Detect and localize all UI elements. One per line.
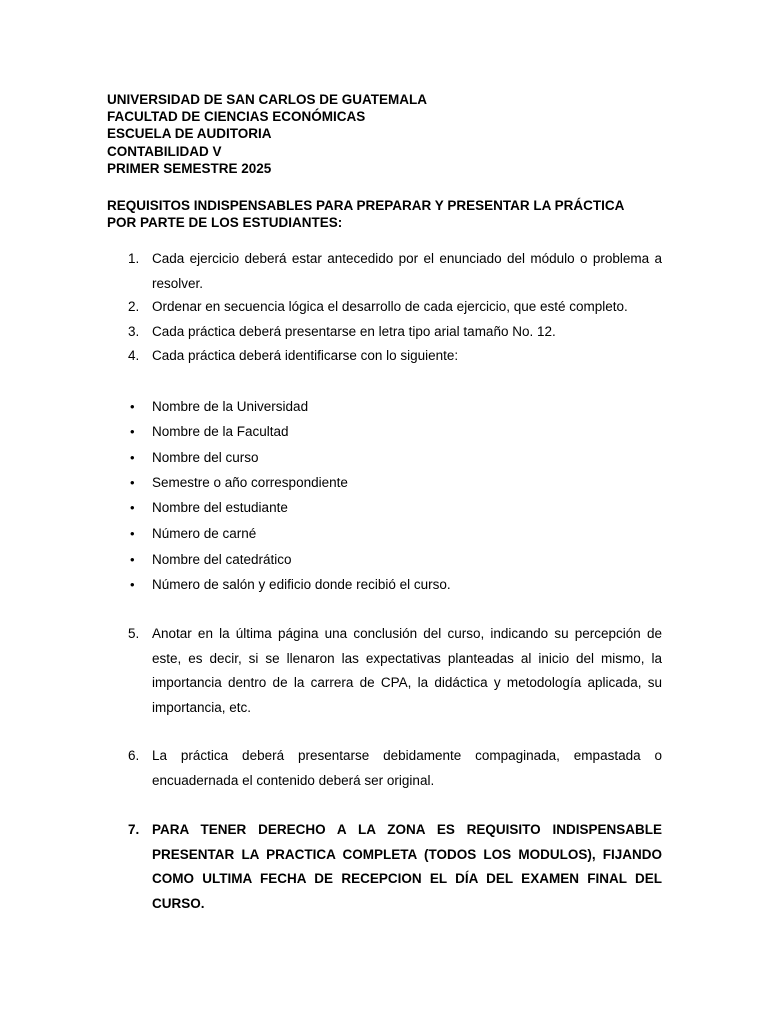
list-item-7 [128, 818, 662, 916]
bullet-text: Nombre de la Universidad [152, 399, 309, 414]
bullet-icon: • [130, 552, 135, 567]
bullet-item [130, 575, 662, 595]
list-item-5 [128, 622, 662, 720]
list-number: 5. [128, 626, 140, 641]
document-header [107, 91, 667, 177]
requirements-heading-line-2: POR PARTE DE LOS ESTUDIANTES: [107, 215, 343, 231]
list-item-text: Cada ejercicio deberá estar antecedido por el enunciado del módulo o problema a resolver. [152, 251, 662, 291]
bullet-item [130, 448, 662, 468]
list-item-3 [128, 320, 662, 345]
list-item-2 [128, 295, 662, 320]
bullet-icon: • [130, 475, 135, 490]
bullet-item [130, 397, 662, 417]
university-name: UNIVERSIDAD DE SAN CARLOS DE GUATEMALA [107, 92, 428, 107]
list-item-text: La práctica deberá presentarse debidamente compaginada, empastada o encuadernada el contenido deberá ser original. [152, 748, 662, 788]
list-item-text: Cada práctica deberá presentarse en letra tipo arial tamaño No. 12. [152, 324, 556, 339]
bullet-text: Número de salón y edificio donde recibió el curso. [152, 577, 451, 592]
list-number: 6. [128, 748, 140, 763]
list-number: 3. [128, 324, 140, 339]
bullet-text: Semestre o año correspondiente [152, 475, 348, 490]
bullet-item [130, 422, 662, 442]
list-number: 2. [128, 299, 140, 314]
list-item-text: PARA TENER DERECHO A LA ZONA ES REQUISITO INDISPENSABLE PRESENTAR LA PRACTICA COMPLETA (TODOS LOS MODULOS), FIJANDO COMO ULTIMA FECHA DE RECEPCION EL DÍA DEL EXAMEN FINAL DEL CURSO. [152, 822, 662, 911]
semester-label: PRIMER SEMESTRE 2025 [107, 160, 272, 176]
bullet-text: Nombre del curso [152, 450, 259, 465]
list-item-text: Ordenar en secuencia lógica el desarrollo de cada ejercicio, que esté completo. [152, 299, 628, 314]
bullet-text: Nombre de la Facultad [152, 424, 289, 439]
bullet-text: Número de carné [152, 526, 257, 541]
bullet-text: Nombre del estudiante [152, 500, 288, 515]
requirements-heading-line-1: REQUISITOS INDISPENSABLES PARA PREPARAR Y PRESENTAR LA PRÁCTICA [107, 198, 625, 213]
bullet-item [130, 498, 662, 518]
faculty-name: FACULTAD DE CIENCIAS ECONÓMICAS [107, 109, 366, 125]
bullet-item [130, 550, 662, 570]
bullet-item [130, 473, 662, 493]
bullet-icon: • [130, 450, 135, 465]
bullet-icon: • [130, 500, 135, 515]
bullet-icon: • [130, 399, 135, 414]
list-item-1 [128, 247, 662, 296]
bullet-icon: • [130, 424, 135, 439]
list-item-text: Cada práctica deberá identificarse con lo siguiente: [152, 348, 459, 363]
bullet-text: Nombre del catedrático [152, 552, 292, 567]
bullet-icon: • [130, 577, 135, 592]
list-item-4 [128, 344, 662, 369]
list-item-6 [128, 744, 662, 793]
bullet-item [130, 524, 662, 544]
requirements-heading [107, 197, 667, 231]
list-item-text: Anotar en la última página una conclusión del curso, indicando su percepción de este, es decir, si se llenaron las expectativas planteadas al inicio del mismo, la importancia dentro de la carrera de CPA, la didáctica y metodología aplicada, su importancia, etc. [152, 626, 662, 715]
bullet-icon: • [130, 526, 135, 541]
list-number: 4. [128, 348, 140, 363]
school-name: ESCUELA DE AUDITORIA [107, 126, 272, 142]
course-name: CONTABILIDAD V [107, 143, 222, 159]
list-number: 1. [128, 251, 140, 266]
list-number: 7. [128, 822, 140, 837]
